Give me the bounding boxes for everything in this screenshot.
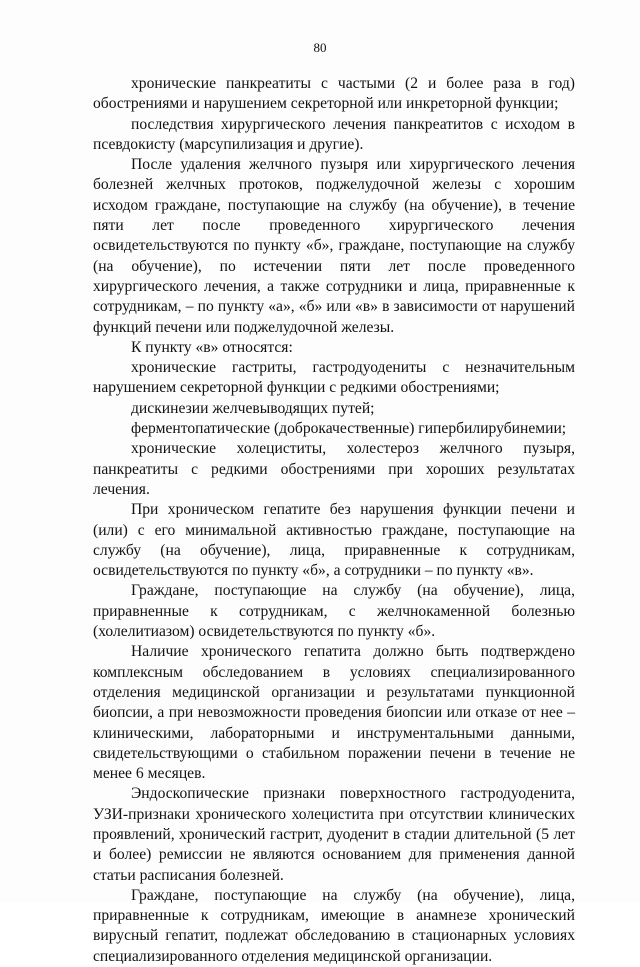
- paragraph-chronic-pancreatitis: хронические панкреатиты с частыми (2 и более раза в год) обострениями и нарушением секреторной или инкреторной функции;: [93, 75, 575, 113]
- paragraph-point-v-heading: К пункту «в» относятся:: [131, 338, 293, 356]
- paragraph-after-gallbladder-removal: После удаления желчного пузыря или хирургического лечения болезней желчных протоков, поджелудочной железы с хорошим исходом граждане, поступающие на службу (на обучение), в течение пяти лет после проведенного хирургического лечения освидетельствуются по пункту «б», граждане, поступающие на службу (на обучение), по истечении пяти лет после проведенного хирургического лечения, а также сотрудники и лица, приравненные к сотрудникам, – по пункту «а», «б» или «в» в зависимости от нарушений функций печени или поджелудочной железы.: [93, 156, 575, 336]
- paragraph-hyperbilirubinemia: ферментопатические (доброкачественные) гипербилирубинемии;: [131, 420, 567, 438]
- page-number: 80: [313, 40, 327, 55]
- paragraph-hepatitis-confirmation: Наличие хронического гепатита должно быть подтверждено комплексным обследованием в условиях специализированного отделения медицинской организации и результатами пункционной биопсии, а при невозможности проведения биопсии или отказе от нее – клиническими, лабораторными и инструментальными данными, свидетельствующими о стабильном поражении печени в течение не менее 6 месяцев.: [93, 643, 575, 783]
- paragraph-cholelithiasis: Граждане, поступающие на службу (на обучение), лица, приравненные к сотрудникам, с желчнокаменной болезнью (холелитиазом) освидетельствуются по пункту «б».: [93, 582, 575, 641]
- document-body: [93, 74, 575, 967]
- paragraph-chronic-gastritis: хронические гастриты, гастродуодениты с незначительным нарушением секреторной функции с редкими обострениями;: [93, 359, 575, 397]
- paragraph-pancreatitis-surgery-consequences: последствия хирургического лечения панкреатитов с исходом в псевдокисту (марсупилизация и другие).: [93, 115, 575, 153]
- paragraph-chronic-hepatitis: При хроническом гепатите без нарушения функции печени и (или) с его минимальной активностью граждане, поступающие на службу (на обучение), лица, приравненные к сотрудникам, освидетельствуются по пункту «б», а сотрудники – по пункту «в».: [93, 501, 575, 580]
- paragraph-endoscopic-signs: Эндоскопические признаки поверхностного гастродуоденита, УЗИ-признаки хронического холецистита при отсутствии клинических проявлений, хронический гастрит, дуоденит в стадии длительной (5 лет и более) ремиссии не являются основанием для применения данной статьи расписания болезней.: [93, 785, 575, 884]
- paragraph-chronic-cholecystitis: хронические холециститы, холестероз желчного пузыря, панкреатиты с редкими обострениями при хороших результатах лечения.: [93, 440, 575, 498]
- paragraph-biliary-dyskinesia: дискинезии желчевыводящих путей;: [131, 399, 375, 417]
- paragraph-viral-hepatitis: Граждане, поступающие на службу (на обучение), лица, приравненные к сотрудникам, имеющие в анамнезе хронический вирусный гепатит, подлежат обследованию в стационарных условиях специализированного отделения медицинской организации.: [93, 886, 575, 965]
